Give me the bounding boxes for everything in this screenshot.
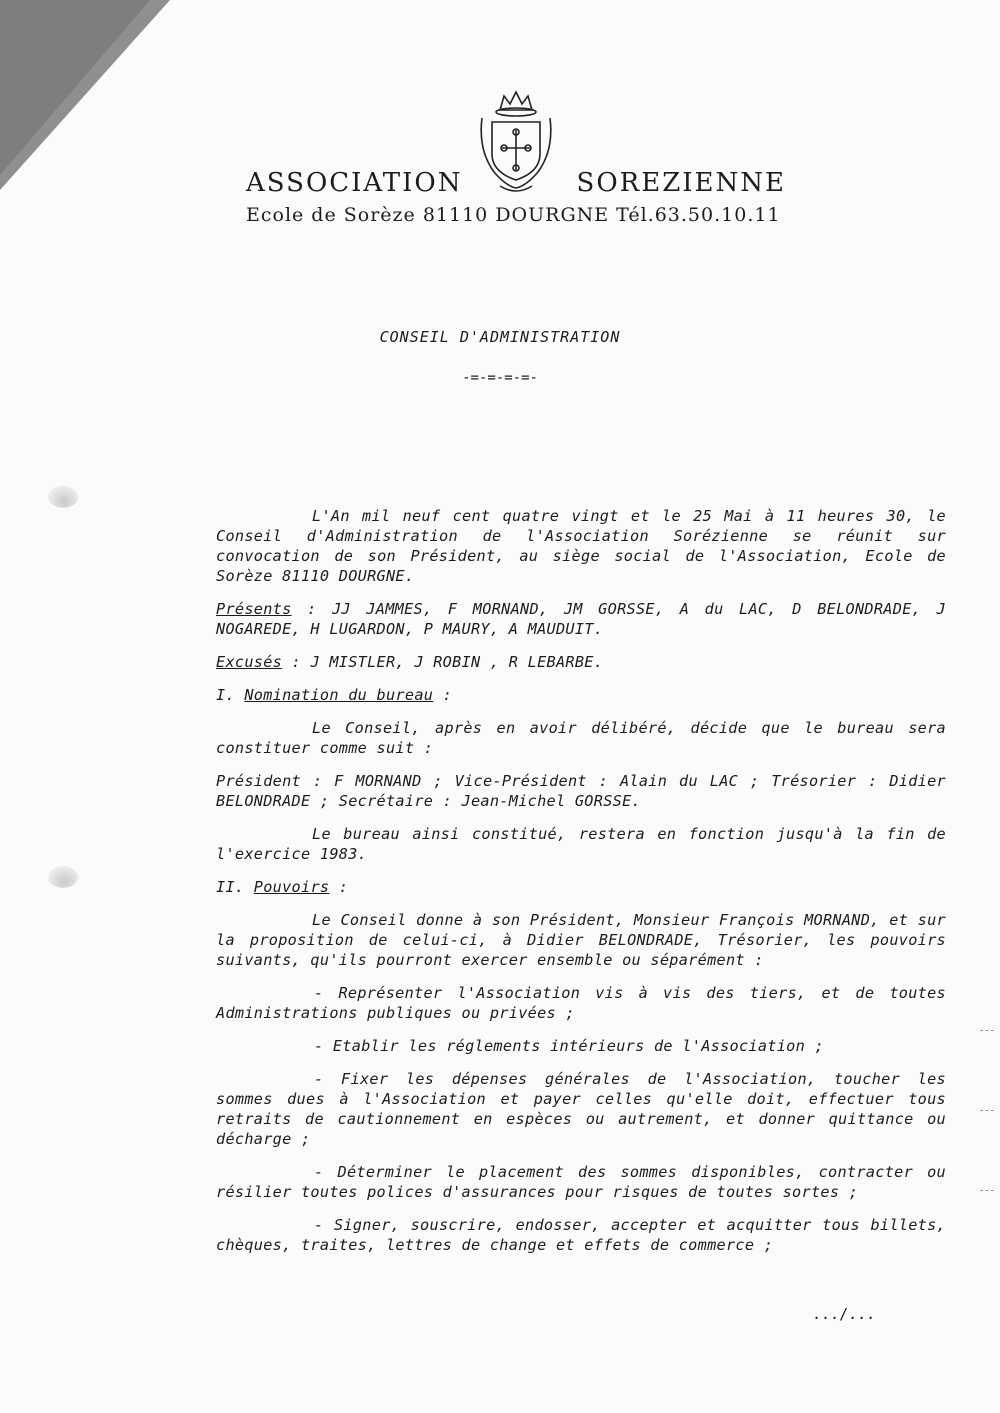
section-2-title: Pouvoirs	[253, 878, 330, 896]
letterhead	[246, 168, 786, 226]
section-1-heading	[216, 685, 946, 705]
section-1-paragraph-3: Le bureau ainsi constitué, restera en fonction jusqu'à la fin de l'exercice 1983.	[216, 825, 946, 863]
document-title: CONSEIL D'ADMINISTRATION	[379, 328, 621, 346]
section-1-title: Nomination du bureau	[244, 686, 434, 704]
punch-hole-top	[48, 486, 78, 508]
section-2-number: II.	[216, 878, 254, 896]
title-rule: -=-=-=-=-	[462, 370, 538, 386]
section-2-colon: :	[329, 878, 349, 896]
association-name-left: ASSOCIATION	[246, 168, 463, 198]
margin-mark	[980, 1030, 994, 1031]
punch-hole-bottom	[48, 866, 78, 888]
presents-paragraph	[216, 599, 946, 639]
presents-label: Présents	[216, 600, 292, 618]
association-name-right: SOREZIENNE	[576, 168, 786, 198]
association-address: Ecole de Sorèze 81110 DOURGNE Tél.63.50.10.11	[246, 204, 781, 226]
margin-mark	[980, 1110, 994, 1111]
section-1-paragraph-1: Le Conseil, après en avoir délibéré, décide que le bureau sera constituer comme suit :	[216, 719, 946, 757]
power-item-1: - Représenter l'Association vis à vis des tiers, et de toutes Administrations publiques ou privées ;	[216, 984, 946, 1022]
excuses-list: : J MISTLER, J ROBIN , R LEBARBE.	[282, 653, 604, 671]
presents-list: : JJ JAMMES, F MORNAND, JM GORSSE, A du LAC, D BELONDRADE, J NOGAREDE, H LUGARDON, P MAURY, A MAUDUIT.	[216, 600, 946, 638]
section-2-heading	[216, 877, 946, 897]
intro-paragraph: L'An mil neuf cent quatre vingt et le 25 Mai à 11 heures 30, le Conseil d'Administration de l'Association Sorézienne se réunit sur convocation de son Président, au siège social de l'Association, Ecole de Sorèze 81110 DOURGNE.	[216, 507, 946, 585]
section-1-number: I.	[216, 686, 245, 704]
power-item-5: - Signer, souscrire, endosser, accepter et acquitter tous billets, chèques, traites, lettres de change et effets de commerce ;	[216, 1216, 946, 1254]
section-1-paragraph-2: Président : F MORNAND ; Vice-Président : Alain du LAC ; Trésorier : Didier BELONDRADE ; Secrétaire : Jean-Michel GORSSE.	[216, 772, 946, 810]
continuation-mark: .../...	[812, 1305, 876, 1323]
folded-corner-shadow	[0, 0, 150, 175]
power-item-2: - Etablir les réglements intérieurs de l'Association ;	[314, 1037, 824, 1055]
section-1-colon: :	[433, 686, 453, 704]
document-body	[216, 506, 946, 1268]
margin-mark	[980, 1190, 994, 1191]
excuses-paragraph	[216, 652, 946, 672]
section-2-paragraph-1: Le Conseil donne à son Président, Monsieur François MORNAND, et sur la proposition de celui-ci, à Didier BELONDRADE, Trésorier, les pouvoirs suivants, qu'ils pourront exercer ensemble ou séparément :	[216, 911, 946, 969]
power-item-3: - Fixer les dépenses générales de l'Association, toucher les sommes dues à l'Association et payer celles qu'elle doit, effectuer tous retraits de cautionnement en espèces ou autrement, et donner quittance ou décharge ;	[216, 1070, 946, 1148]
power-item-4: - Déterminer le placement des sommes disponibles, contracter ou résilier toutes polices d'assurances pour risques de toutes sortes ;	[216, 1163, 946, 1201]
excuses-label: Excusés	[216, 653, 283, 671]
